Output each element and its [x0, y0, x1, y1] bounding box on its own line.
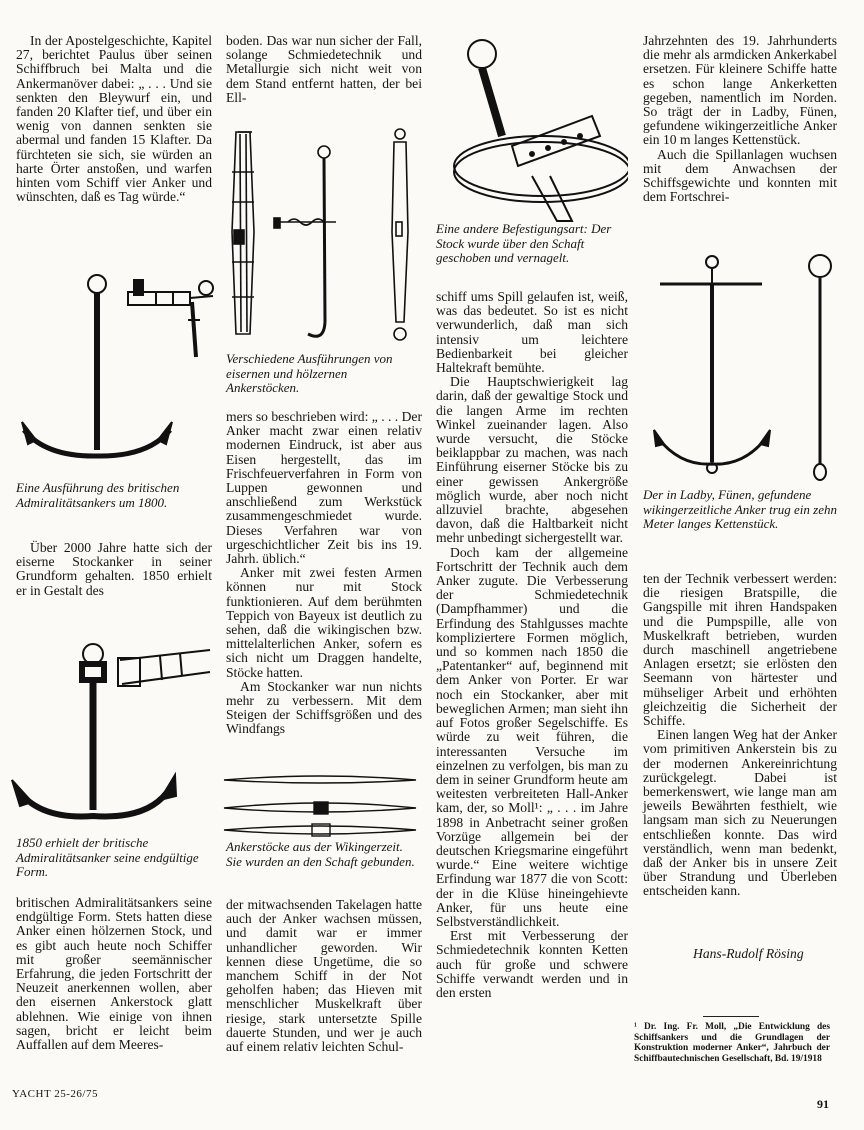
author-signature: Hans-Rudolf Rösing: [693, 946, 804, 961]
magazine-issue: YACHT 25-26/75: [12, 1088, 98, 1100]
footnote-rule: [703, 1016, 759, 1017]
intro-paragraph: In der Apostelgeschichte, Kapitel 27, berichtet Paulus über seinen Schiffbruch bei Malta und die Ankermanöver dabei: „ . . . Und sie senkten den Bleywurf ein, und fanden 20 Klafter tief, und über ein wenig von dannen senkten sie abermal und fanden 15 Klafter. Da fürchteten sie sich, sie würden an harte Örter anstoßen, und warfen hinten vom Schiff vier Anker und wünschten, daß es Tag würde.“: [16, 33, 212, 205]
figure-viking-stocks: [222, 770, 418, 840]
col2-paragraph-3: der mitwachsenden Takelagen hatte auch der Anker wachsen müssen, und damit war er immer unhandlicher geworden. Wir kennen diese Ungetüme, die so manchem Schiff in der Not geholfen haben; das Hieven mit menschlicher Muskelkraft über riesige, stark untersetzte Spille dauerte Stunden, und wer je auch auf einem relativ leichten Schul-: [226, 897, 422, 1055]
caption-admiralty-1850: 1850 erhielt der britische Admiralitätsanker seine endgültige Form.: [16, 835, 199, 879]
caption-viking-stocks: Ankerstöcke aus der Wikingerzeit. Sie wurden an den Schaft gebunden.: [226, 839, 415, 869]
col1-paragraph-1: [16, 34, 212, 204]
caption-admiralty-1800: Eine Ausführung des britischen Admiralitätsankers um 1800.: [16, 480, 180, 510]
col3-body: schiff ums Spill gelaufen ist, weiß, was das bedeutet. So ist es nicht verwunderlich, daß man sich intensiv um leichtere Bedienbarkeit bei gleicher Haltekraft bemühte. Die Hauptschwierigkeit lag darin, daß der gewaltige Stock und die langen Arme im rechten Winkel zueinander lagen. Also wurde versucht, die Stöcke beiklappbar zu machen, was nach Einführung eiserner Stöcke bis zu einer gewissen Ankergröße möglich wurde, aber noch nicht allzuviel brachte, abgesehen davon, daß die Haltbarkeit nicht mehr unbedingt sichergestellt war. Doch kam der allgemeine Fortschritt der Technik auch dem Anker zugute. Die Verbesserung der Schmiedetechnik (Dampfhammer) und die Erfindung des Stahlgusses machte kompliziertere Formen möglich, und so kommen nach 1850 die „Patentanker“ auf, beginnend mit dem Anker von Porter. Er war noch ein Stockanker, aber mit beweglichen Armen; man sieht ihn auf Fotos großer Segelschiffe. Es würde zu weit führen, die interessanten Versuche im einzelnen zu verfolgen, bis man zu dem in seiner Grundform heute am weitesten verbreiteten Hall-Anker kam, der, so Moll¹: „ . . . im Jahre 1898 in Anbetracht seiner großen Vorzüge allgemein bei der deutschen Kriegsmarine eingeführt wurde.“ Eine weitere wichtige Erfindung war 1877 die von Scott: der in die Klüse hineingehievte Anker, für uns heute eine Selbstverständlichkeit. Erst mit Verbesserung der Schmiedetechnik konnten Ketten auch für große und schwere Schiffe verwandt werden und in den ersten: [436, 289, 628, 1000]
figure-anchor-stocks: [224, 122, 420, 348]
page-number: 91: [817, 1097, 829, 1111]
figure-stock-nailed: [432, 26, 628, 222]
footnote: ¹ Dr. Ing. Fr. Moll, „Die Entwicklung des Schiffsankers und die Grundlagen der Konstruktion moderner Anker“, Jahrbuch der Schiffbautechnischen Gesellschaft, Bd. 19/1918: [634, 1022, 830, 1064]
caption-ladby-anchor: Der in Ladby, Fünen, gefundene wikingerzeitliche Anker trug ein zehn Meter langes Kettenstück.: [643, 487, 837, 531]
caption-stock-nailed: Eine andere Befestigungsart: Der Stock wurde über den Schaft geschoben und vernagelt.: [436, 221, 612, 265]
figure-admiralty-anchor-1850: [10, 640, 220, 830]
col2-paragraph-2: mers so beschrieben wird: „ . . . Der Anker macht zwar einen relativ modernen Eindruck, ist aber aus Eisen hergestellt, das im Frischfeuerverfahren in Form von Luppen gewonnen und anschließend zum Werkstück zusammengeschmiedet wurde. Dieses Verfahren war von urgeschichtlicher Zeit bis ins 19. Jahrh. üblich.“ Anker mit zwei festen Armen können nur mit Stock funktionieren. Auf dem berühmten Teppich von Bayeux ist deutlich zu sehen, daß die wikingischen bzw. mittelalterlichen Anker, sofern es sich nicht um Draggen handelte, Stöcke hatten. Am Stockanker war nun nichts mehr zu verbessern. Mit dem Steigen der Schiffsgrößen und des Windfangs: [226, 409, 422, 737]
figure-admiralty-anchor-1800: [16, 262, 216, 477]
caption-anchor-stocks: Verschiedene Ausführungen von eisernen und hölzernen Ankerstöcken.: [226, 351, 393, 395]
figure-ladby-anchor: [640, 244, 840, 484]
col2-paragraph-1: boden. Das war nun sicher der Fall, solange Schmiedetechnik und Metallurgie sich nicht weit von dem Stand entfernt hatten, der bei Ell-: [226, 33, 422, 105]
col1-paragraph-2: Über 2000 Jahre hatte sich der eiserne Stockanker in seiner Grundform gehalten. 1850 erhielt er in Gestalt des: [16, 540, 212, 598]
col4-paragraph-1: Jahrzehnten des 19. Jahrhunderts die mehr als armdicken Ankerkabel ersetzen. Für kleinere Schiffe hatte es schon lange Ankerketten gegeben, namentlich im Norden. So trägt der in Ladby, Fünen, gefundene wikingerzeitliche Anker ein 10 m langes Kettenstück. Auch die Spillanlagen wuchsen mit dem Anwachsen der Schiffsgewichte und konnten mit dem Fortschrei-: [643, 33, 837, 205]
col1-paragraph-3: britischen Admiralitätsankers seine endgültige Form. Stets hatten diese Anker einen hölzernen Stock, und es gibt auch heute noch Schiffer mit großer seemännischer Erfahrung, die jeden Fortschritt der Neuzeit anerkennen wollen, aber den eisernen Ankerstock glatt ablehnen. Wie einige von ihnen sagen, bricht er leicht beim Auffallen auf dem Meeres-: [16, 895, 212, 1053]
col4-body: ten der Technik verbessert werden: die riesigen Bratspille, die Gangspille mit ihren Handspaken und die Pumpspille, alle von Muskelkraft betrieben, wurden durch maschinell angetriebene Anlagen ersetzt; sie erlösten den Seemann von härtester und mühseliger Arbeit und erhöhten gleichzeitig die Sicherheit der Schiffe. Einen langen Weg hat der Anker vom primitiven Ankerstein bis zu der modernen Ankereinrichtung zurückgelegt. Dabei ist bemerkenswert, wie lange man am jeweils Bewährten festhielt, wie langsam man sich zu Neuerungen entschließen konnte. Das wird verständlich, wenn man bedenkt, daß der Anker bis in unsere Zeit über Strandung und Überleben entscheiden kann.: [643, 571, 837, 899]
